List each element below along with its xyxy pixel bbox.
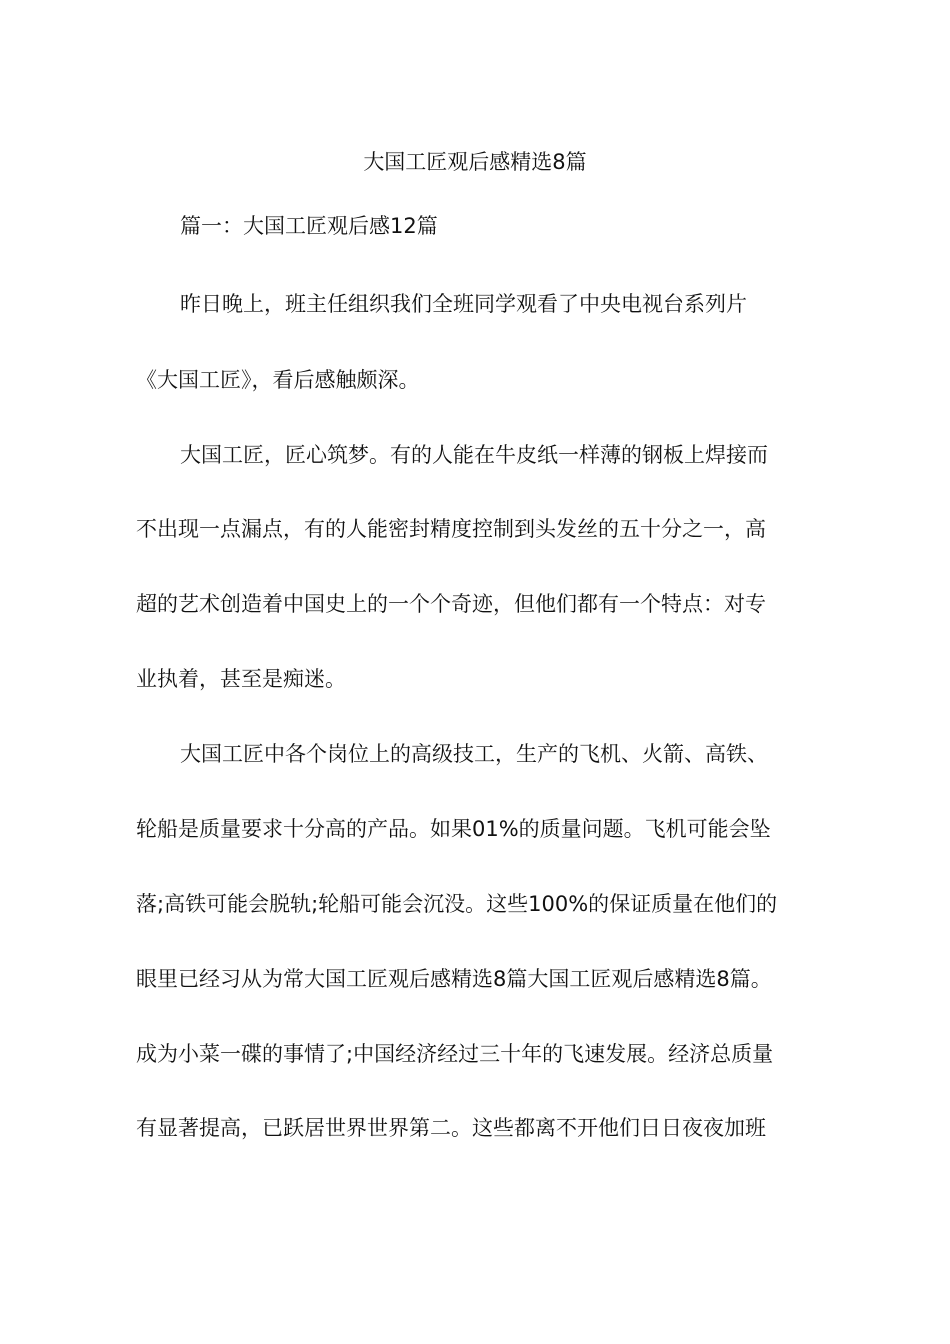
paragraph-line: 《大国工匠》，看后感触颇深。 xyxy=(136,368,420,392)
paragraph-line: 落;高铁可能会脱轨;轮船可能会沉没。这些100%的保证质量在他们的 xyxy=(136,892,778,916)
section-heading: 篇一：大国工匠观后感12篇 xyxy=(180,214,438,238)
paragraph-line: 轮船是质量要求十分高的产品。如果01%的质量问题。飞机可能会坠 xyxy=(136,817,771,841)
paragraph-line: 大国工匠中各个岗位上的高级技工，生产的飞机、火箭、高铁、 xyxy=(180,742,768,766)
paragraph-line: 不出现一点漏点，有的人能密封精度控制到头发丝的五十分之一，高 xyxy=(136,517,766,541)
paragraph-line: 成为小菜一碟的事情了;中国经济经过三十年的飞速发展。经济总质量 xyxy=(136,1042,774,1066)
paragraph-line: 大国工匠，匠心筑梦。有的人能在牛皮纸一样薄的钢板上焊接而 xyxy=(180,443,768,467)
document-title: 大国工匠观后感精选8篇 xyxy=(363,150,587,174)
paragraph-line: 超的艺术创造着中国史上的一个个奇迹，但他们都有一个特点：对专 xyxy=(136,592,766,616)
paragraph-line: 眼里已经习从为常大国工匠观后感精选8篇大国工匠观后感精选8篇。 xyxy=(136,967,772,991)
paragraph-line: 有显著提高，已跃居世界世界第二。这些都离不开他们日日夜夜加班 xyxy=(136,1116,766,1140)
paragraph-line: 昨日晚上，班主任组织我们全班同学观看了中央电视台系列片 xyxy=(180,292,747,316)
paragraph-line: 业执着，甚至是痴迷。 xyxy=(136,667,346,691)
